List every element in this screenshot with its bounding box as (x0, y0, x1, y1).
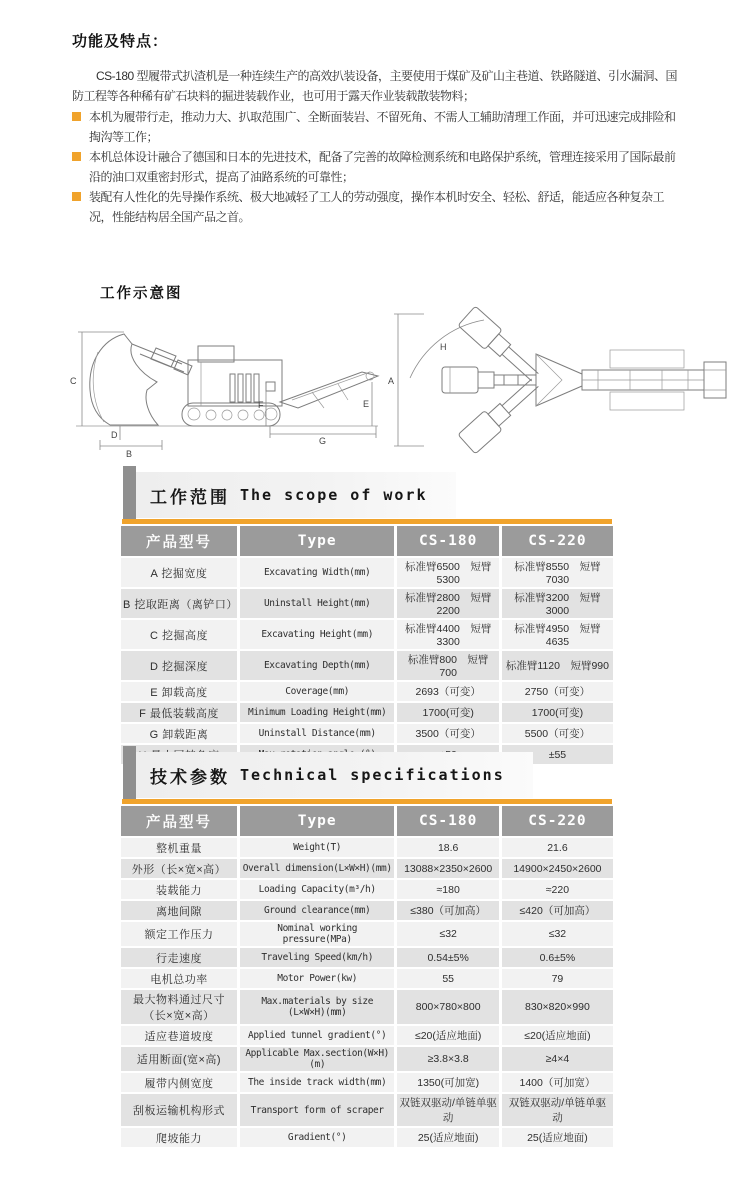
table-cell: 25(适应地面) (397, 1128, 498, 1147)
spec-title-en: Technical specifications (240, 766, 505, 784)
table-cell: Loading Capacity(m³/h) (240, 880, 395, 899)
table-cell: The inside track width(mm) (240, 1073, 395, 1092)
table-cell: 标准臂1120 短臂990 (502, 651, 613, 680)
table-cell: ≤20(适应地面) (502, 1026, 613, 1045)
feature-item (72, 147, 678, 187)
dim-label-d: D (111, 430, 118, 440)
table-row (121, 948, 613, 967)
table-cell: 外形（长×宽×高） (121, 859, 237, 878)
scope-title-en: The scope of work (240, 486, 428, 504)
dim-label-b: B (126, 449, 133, 459)
table-header (121, 526, 613, 556)
table-cell: 标准臂2800 短臂2200 (397, 589, 498, 618)
intro-paragraph: CS-180 型履带式扒渣机是一种连续生产的高效扒装设备，主要使用于煤矿及矿山主巷道、铁路隧道、引水漏洞、国防工程等各种稀有矿石块料的掘进装载作业，也可用于露天作业装载散装物料； (72, 69, 678, 103)
dim-label-c: C (70, 376, 77, 386)
table-cell: 适用断面(宽×高) (121, 1047, 237, 1071)
table-cell: 标准臂8550 短臂7030 (502, 558, 613, 587)
table-cell: Nominal working pressure(MPa) (240, 922, 395, 946)
header-cell: CS-220 (502, 806, 613, 836)
scope-table (121, 519, 613, 766)
table-cell: 标准臂6500 短臂5300 (397, 558, 498, 587)
table-row (121, 1047, 613, 1071)
table-cell: D 挖掘深度 (121, 651, 237, 680)
table-body (121, 838, 613, 1147)
feature-item (72, 187, 678, 227)
table-cell: 适应巷道坡度 (121, 1026, 237, 1045)
table-row (121, 1128, 613, 1147)
feature-text: 本机为履带行走，推动力大、扒取范围广、全断面装岩、不留死角、不需人工辅助清理工作面，并可迅速完成排险和掏沟等工作； (89, 110, 676, 144)
table-cell: ≤20(适应地面) (397, 1026, 498, 1045)
table-cell: Weight(T) (240, 838, 395, 857)
header-cell: 产品型号 (121, 526, 237, 556)
feature-list (72, 107, 678, 227)
table-cell: 装载能力 (121, 880, 237, 899)
table-cell: 标准臂3200 短臂3000 (502, 589, 613, 618)
table-cell: 13088×2350×2600 (397, 859, 498, 878)
table-cell: 0.54±5% (397, 948, 498, 967)
banner-side-bar (123, 746, 136, 804)
orange-square-bullet-icon (72, 192, 81, 201)
feature-item (72, 107, 678, 147)
table-cell: ≥3.8×3.8 (397, 1047, 498, 1071)
features-title: 功能及特点： (72, 33, 169, 50)
header-cell: CS-180 (397, 526, 498, 556)
table-cell: 21.6 (502, 838, 613, 857)
table-cell: 79 (502, 969, 613, 988)
table-row (121, 838, 613, 857)
table-cell: 整机重量 (121, 838, 237, 857)
table-cell: 离地间隙 (121, 901, 237, 920)
table-cell: Excavating Depth(mm) (240, 651, 395, 680)
spec-table (121, 799, 613, 1149)
table-body (121, 558, 613, 764)
table-row (121, 1094, 613, 1126)
table-cell: 双链双驱动/单链单驱动 (397, 1094, 498, 1126)
header-cell: Type (240, 526, 395, 556)
dim-label-g: G (319, 436, 327, 446)
spec-title-zh: 技术参数 (150, 767, 230, 787)
table-cell: 0.6±5% (502, 948, 613, 967)
table-cell: Coverage(mm) (240, 682, 395, 701)
table-cell: Motor Power(kw) (240, 969, 395, 988)
table-cell: G 卸载距离 (121, 724, 237, 743)
table-cell: Ground clearance(mm) (240, 901, 395, 920)
table-cell: Minimum Loading Height(mm) (240, 703, 395, 722)
dim-label-a: A (388, 376, 395, 386)
table-cell: Excavating Height(mm) (240, 620, 395, 649)
table-cell: 标准臂800 短臂700 (397, 651, 498, 680)
table-cell: 55 (397, 969, 498, 988)
table-cell: 830×820×990 (502, 990, 613, 1024)
banner-box (136, 472, 456, 518)
table-cell: ≈180 (397, 880, 498, 899)
table-cell: Excavating Width(mm) (240, 558, 395, 587)
table-cell: 标准臂4400 短臂3300 (397, 620, 498, 649)
table-cell: 2750（可变） (502, 682, 613, 701)
scope-of-work-table (118, 524, 616, 766)
table-cell: ±55 (502, 745, 613, 764)
table-row (121, 620, 613, 649)
header-cell: CS-180 (397, 806, 498, 836)
feature-text: 装配有人性化的先导操作系统、极大地减轻了工人的劳动强度，操作本机时安全、轻松、舒适，能适应各种复杂工况，性能结构居全国产品之首。 (89, 190, 665, 224)
table-row (121, 724, 613, 743)
table-cell: ≤32 (397, 922, 498, 946)
table-cell: 刮板运输机构形式 (121, 1094, 237, 1126)
table-cell: 标准臂4950 短臂4635 (502, 620, 613, 649)
table-cell: 1400（可加宽） (502, 1073, 613, 1092)
table-cell: 最大物料通过尺寸（长×宽×高） (121, 990, 237, 1024)
table-cell: ≤32 (502, 922, 613, 946)
side-view-diagram (60, 302, 382, 460)
table-cell: 5500（可变） (502, 724, 613, 743)
table-cell: Applicable Max.section(W×H)(m) (240, 1047, 395, 1071)
table-row (121, 682, 613, 701)
table-cell: Traveling Speed(km/h) (240, 948, 395, 967)
table-cell: A 挖掘宽度 (121, 558, 237, 587)
table-cell: 1350(可加宽) (397, 1073, 498, 1092)
table-cell: 25(适应地面) (502, 1128, 613, 1147)
table-cell: ≈220 (502, 880, 613, 899)
features-section (72, 30, 678, 227)
header-row (121, 526, 613, 556)
table-cell: Transport form of scraper (240, 1094, 395, 1126)
table-cell: 18.6 (397, 838, 498, 857)
table-cell: Uninstall Distance(mm) (240, 724, 395, 743)
table-cell: 1700(可变) (397, 703, 498, 722)
dim-label-f: F (258, 400, 264, 410)
table-cell: 2693（可变） (397, 682, 498, 701)
table-row (121, 589, 613, 618)
table-cell: 14900×2450×2600 (502, 859, 613, 878)
table-row (121, 969, 613, 988)
table-cell: 额定工作压力 (121, 922, 237, 946)
top-view-diagram (384, 304, 736, 456)
diagram-title: 工作示意图 (100, 286, 183, 302)
technical-spec-table (118, 804, 616, 1149)
table-cell: E 卸载高度 (121, 682, 237, 701)
table-cell: ≤420（可加高） (502, 901, 613, 920)
table-row (121, 1026, 613, 1045)
table-row (121, 990, 613, 1024)
header-cell: Type (240, 806, 395, 836)
table-row (121, 859, 613, 878)
table-cell: 800×780×800 (397, 990, 498, 1024)
table-row (121, 703, 613, 722)
table-cell: Applied tunnel gradient(°) (240, 1026, 395, 1045)
table-cell: 1700(可变) (502, 703, 613, 722)
table-cell: ≥4×4 (502, 1047, 613, 1071)
table-cell: Uninstall Height(mm) (240, 589, 395, 618)
table-row (121, 922, 613, 946)
table-row (121, 1073, 613, 1092)
table-cell: 行走速度 (121, 948, 237, 967)
feature-text: 本机总体设计融合了德国和日本的先进技术，配备了完善的故障检测系统和电路保护系统，管理连接采用了国际最前沿的油口双重密封形式，提高了油路系统的可靠性； (89, 150, 676, 184)
table-cell: F 最低装载高度 (121, 703, 237, 722)
table-cell: Overall dimension(L×W×H)(mm) (240, 859, 395, 878)
table-row (121, 880, 613, 899)
dim-label-h: H (440, 342, 447, 352)
header-row (121, 806, 613, 836)
table-cell: ≤380（可加高） (397, 901, 498, 920)
banner-side-bar (123, 466, 136, 524)
table-header (121, 806, 613, 836)
orange-square-bullet-icon (72, 112, 81, 121)
table-cell: 双链双驱动/单链单驱动 (502, 1094, 613, 1126)
orange-square-bullet-icon (72, 152, 81, 161)
table-cell: C 挖掘高度 (121, 620, 237, 649)
header-cell: CS-220 (502, 526, 613, 556)
table-cell: 履带内侧宽度 (121, 1073, 237, 1092)
table-cell: Gradient(°) (240, 1128, 395, 1147)
table-cell: 3500（可变） (397, 724, 498, 743)
table-cell: B 挖取距离（离铲口） (121, 589, 237, 618)
table-row (121, 901, 613, 920)
dim-label-e: E (363, 399, 370, 409)
header-cell: 产品型号 (121, 806, 237, 836)
banner-box (136, 752, 533, 798)
table-cell: Max.materials by size (L×W×H)(mm) (240, 990, 395, 1024)
table-row (121, 651, 613, 680)
scope-title-zh: 工作范围 (150, 487, 230, 507)
table-cell: 电机总功率 (121, 969, 237, 988)
table-row (121, 558, 613, 587)
table-cell: 爬坡能力 (121, 1128, 237, 1147)
